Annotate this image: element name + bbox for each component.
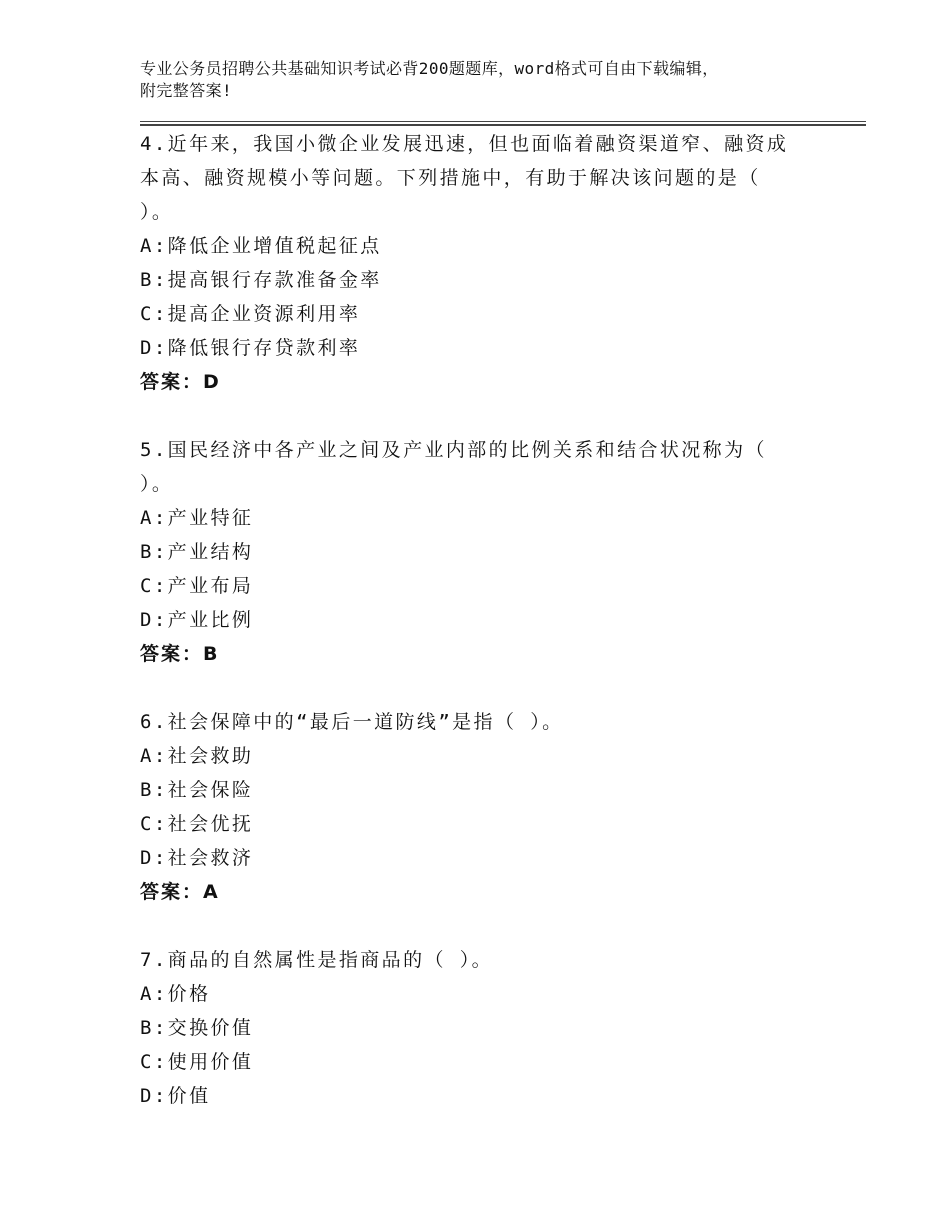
option-c: C:使用价值 (140, 1051, 254, 1073)
question-spacer (140, 909, 800, 943)
option-b: B:社会保险 (140, 779, 254, 801)
option-c: C:产业布局 (140, 575, 254, 597)
question-spacer (140, 671, 800, 705)
option-b: B:产业结构 (140, 541, 254, 563)
question-item (140, 433, 800, 671)
header-divider-thin (140, 121, 866, 122)
question-text: 6.社会保障中的“最后一道防线”是指（ ）。 (140, 711, 564, 733)
question-text: 5.国民经济中各产业之间及产业内部的比例关系和结合状况称为（ ）。 (140, 439, 767, 495)
option-c: C:提高企业资源利用率 (140, 303, 361, 325)
question-spacer (140, 399, 800, 433)
question-item (140, 943, 800, 1113)
answer-line: 答案：B (140, 643, 220, 665)
question-item (140, 705, 800, 909)
question-text: 7.商品的自然属性是指商品的（ ）。 (140, 949, 494, 971)
option-a: A:价格 (140, 983, 211, 1005)
option-b: B:交换价值 (140, 1017, 254, 1039)
option-d: D:社会救济 (140, 847, 254, 869)
option-c: C:社会优抚 (140, 813, 254, 835)
option-d: D:降低银行存贷款利率 (140, 337, 361, 359)
header-line-1: 专业公务员招聘公共基础知识考试必背200题题库，word格式可自由下载编辑， (140, 59, 719, 78)
answer-line: 答案：D (140, 371, 221, 393)
option-d: D:产业比例 (140, 609, 254, 631)
header-line-2: 附完整答案! (140, 81, 233, 100)
option-d: D:价值 (140, 1085, 211, 1107)
question-list (140, 127, 800, 1113)
option-a: A:降低企业增值税起征点 (140, 235, 382, 257)
answer-line: 答案：A (140, 881, 220, 903)
option-a: A:产业特征 (140, 507, 254, 529)
option-a: A:社会救助 (140, 745, 254, 767)
document-header (140, 58, 840, 102)
header-divider-thick (140, 124, 866, 126)
question-text: 4.近年来，我国小微企业发展迅速，但也面临着融资渠道窄、融资成本高、融资规模小等问题。下列措施中，有助于解决该问题的是（ ）。 (140, 133, 789, 223)
option-b: B:提高银行存款准备金率 (140, 269, 382, 291)
question-item (140, 127, 800, 399)
